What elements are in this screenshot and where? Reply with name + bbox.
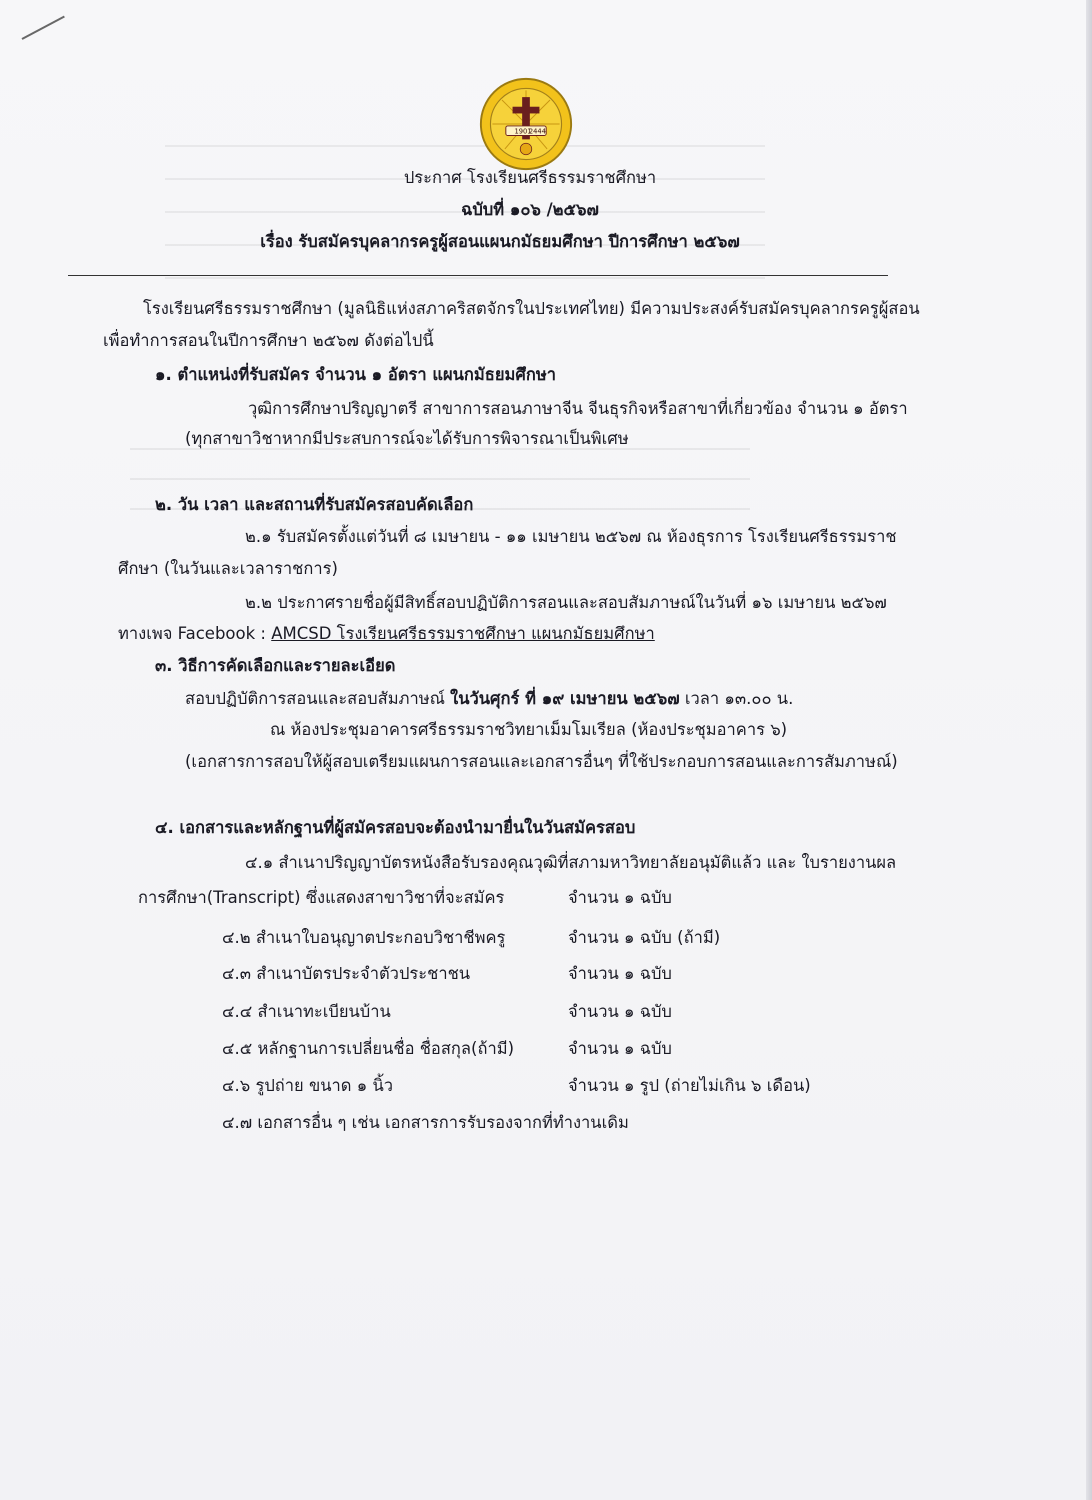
section-2-item-1-line-2: ศึกษา (ในวันและเวลาราชการ) — [118, 559, 338, 578]
section-4-item-6-qty: จำนวน ๑ รูป (ถ่ายไม่เกิน ๖ เดือน) — [568, 1076, 811, 1095]
school-seal-logo — [478, 76, 574, 172]
facebook-label: ทางเพจ Facebook : — [118, 624, 272, 643]
header-divider — [68, 275, 888, 276]
section-2-title: ๒. วัน เวลา และสถานที่รับสมัครสอบคัดเลือก — [155, 495, 474, 514]
section-4-item-3-label: ๔.๓ สำเนาบัตรประจำตัวประชาชน — [222, 964, 471, 983]
exam-type-text: สอบปฏิบัติการสอนและสอบสัมภาษณ์ — [185, 689, 451, 708]
section-4-item-1-line-2: การศึกษา(Transcript) ซึ่งแสดงสาขาวิชาที่จะสมัคร — [138, 888, 505, 907]
section-4-item-2-qty: จำนวน ๑ ฉบับ (ถ้ามี) — [568, 928, 721, 947]
announcement-number: ฉบับที่ ๑๐๖ /๒๕๖๗ — [461, 200, 599, 219]
section-4-item-5-qty: จำนวน ๑ ฉบับ — [568, 1039, 672, 1058]
section-4-title: ๔. เอกสารและหลักฐานที่ผู้สมัครสอบจะต้องนำมายื่นในวันสมัครสอบ — [155, 818, 636, 837]
intro-line-2: เพื่อทำการสอนในปีการศึกษา ๒๕๖๗ ดังต่อไปนี้ — [103, 331, 434, 350]
section-4-item-7: ๔.๗ เอกสารอื่น ๆ เช่น เอกสารการรับรองจากที่ทำงานเดิม — [222, 1113, 629, 1132]
section-1-line-2: (ทุกสาขาวิชาหากมีประสบการณ์จะได้รับการพิจารณาเป็นพิเศษ — [185, 429, 629, 448]
section-1-line-1: วุฒิการศึกษาปริญญาตรี สาขาการสอนภาษาจีน จีนธุรกิจหรือสาขาที่เกี่ยวข้อง จำนวน ๑ อัตรา — [248, 399, 908, 418]
pen-scratch-mark — [22, 16, 65, 40]
exam-time-text: เวลา ๑๓.๐๐ น. — [679, 689, 794, 708]
exam-date-text: ในวันศุกร์ ที่ ๑๙ เมษายน ๒๕๖๗ — [450, 689, 680, 708]
section-4-item-5-label: ๔.๕ หลักฐานการเปลี่ยนชื่อ ชื่อสกุล(ถ้ามี) — [222, 1039, 515, 1058]
page-edge-shadow — [1086, 0, 1092, 1500]
announcement-subject: เรื่อง รับสมัครบุคลากรครูผู้สอนแผนกมัธยมศึกษา ปีการศึกษา ๒๕๖๗ — [260, 232, 740, 251]
section-4-item-3-qty: จำนวน ๑ ฉบับ — [568, 964, 672, 983]
facebook-page-link[interactable]: AMCSD โรงเรียนศรีธรรมราชศึกษา แผนกมัธยมศึกษา — [271, 624, 655, 643]
section-2-item-2-line-2 — [118, 623, 655, 645]
section-4-item-2-label: ๔.๒ สำเนาใบอนุญาตประกอบวิชาชีพครู — [222, 928, 506, 947]
logo-year-left: 1901 — [514, 127, 532, 136]
section-3-line-3: (เอกสารการสอบให้ผู้สอบเตรียมแผนการสอนและเอกสารอื่นๆ ที่ใช้ประกอบการสอนและการสัมภาษณ์) — [185, 752, 898, 771]
section-2-item-2-line-1: ๒.๒ ประกาศรายชื่อผู้มีสิทธิ์สอบปฏิบัติการสอนและสอบสัมภาษณ์ในวันที่ ๑๖ เมษายน ๒๕๖๗ — [245, 593, 887, 612]
announcement-heading: ประกาศ โรงเรียนศรีธรรมราชศึกษา — [403, 168, 657, 187]
section-3-title: ๓. วิธีการคัดเลือกและรายละเอียด — [155, 656, 396, 675]
section-4-item-6-label: ๔.๖ รูปถ่าย ขนาด ๑ นิ้ว — [222, 1076, 394, 1095]
section-3-line-2: ณ ห้องประชุมอาคารศรีธรรมราชวิทยาเม็มโมเรียล (ห้องประชุมอาคาร ๖) — [270, 720, 788, 739]
section-4-item-1-qty: จำนวน ๑ ฉบับ — [568, 888, 672, 907]
section-4-item-4-qty: จำนวน ๑ ฉบับ — [568, 1002, 672, 1021]
intro-line-1: โรงเรียนศรีธรรมราชศึกษา (มูลนิธิแห่งสภาคริสตจักรในประเทศไทย) มีความประสงค์รับสมัครบุคลากรครูผู้สอน — [143, 299, 920, 318]
section-2-item-1-line-1: ๒.๑ รับสมัครตั้งแต่วันที่ ๘ เมษายน - ๑๑ เมษายน ๒๕๖๗ ณ ห้องธุรการ โรงเรียนศรีธรรมราช — [245, 527, 897, 546]
section-1-title: ๑. ตำแหน่งที่รับสมัคร จำนวน ๑ อัตรา แผนกมัธยมศึกษา — [155, 365, 557, 384]
section-4-item-4-label: ๔.๔ สำเนาทะเบียนบ้าน — [222, 1002, 391, 1021]
section-4-item-1-line-1: ๔.๑ สำเนาปริญญาบัตรหนังสือรับรองคุณวุฒิที่สภามหาวิทยาลัยอนุมัติแล้ว และ ใบรายงานผล — [245, 853, 897, 872]
section-3-line-1 — [185, 688, 793, 710]
logo-year-right: 2444 — [528, 127, 546, 136]
